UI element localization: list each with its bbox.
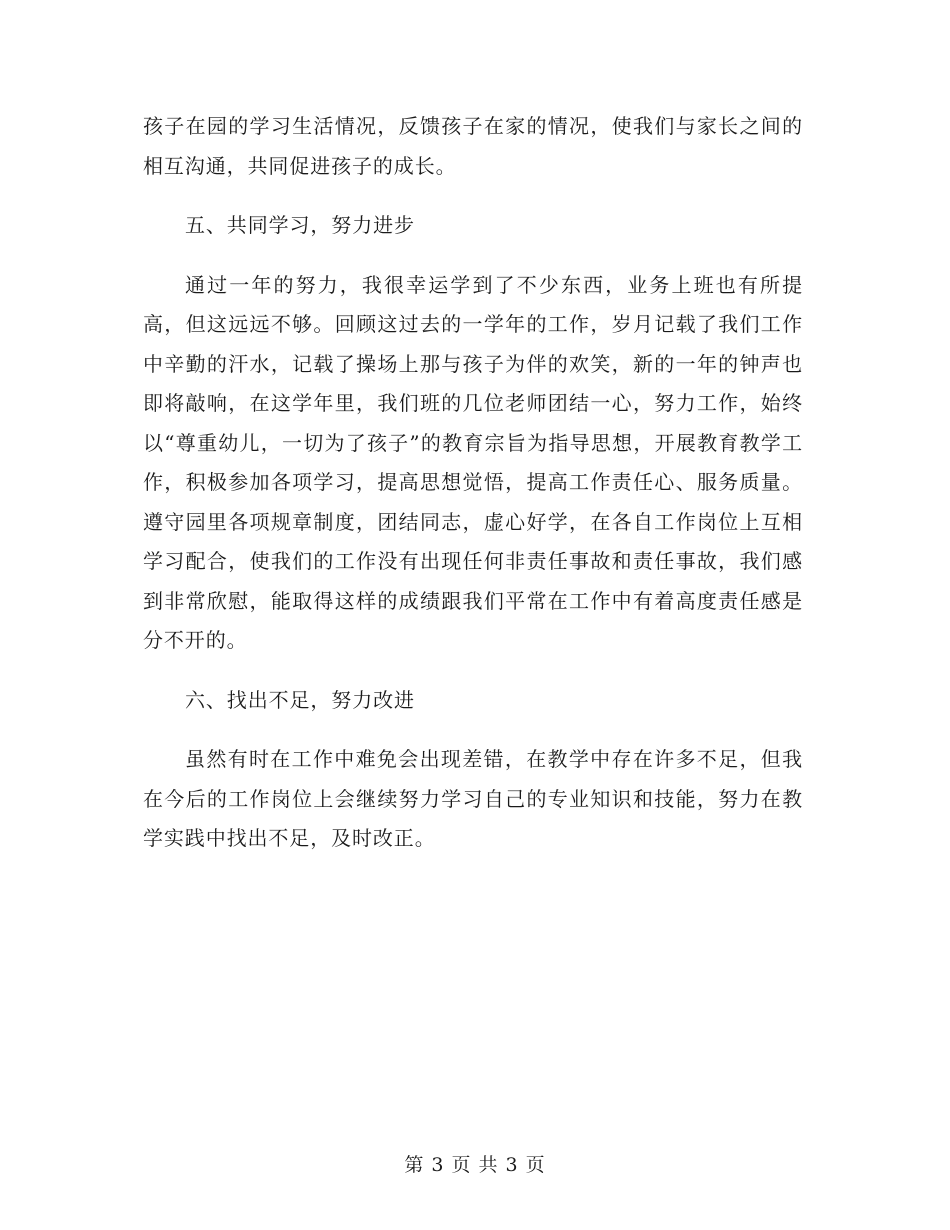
paragraph-study-progress: 通过一年的努力，我很幸运学到了不少东西，业务上班也有所提高，但这远远不够。回顾这过去的一学年的工作，岁月记载了我们工作中辛勤的汗水，记载了操场上那与孩子为伴的欢笑，新的一年的钟声也即将敲响，在这学年里，我们班的几位老师团结一心，努力工作，始终以“尊重幼儿，一切为了孩子”的教育宗旨为指导思想，开展教育教学工作，积极参加各项学习，提高思想觉悟，提高工作责任心、服务质量。遵守园里各项规章制度，团结同志，虚心好学，在各自工作岗位上互相学习配合，使我们的工作没有出现任何非责任事故和责任事故，我们感到非常欣慰，能取得这样的成绩跟我们平常在工作中有着高度责任感是分不开的。 <box>143 272 803 652</box>
paragraph-continuation: 孩子在园的学习生活情况，反馈孩子在家的情况，使我们与家长之间的相互沟通，共同促进孩子的成长。 <box>143 114 803 178</box>
section-heading-five: 五、共同学习，努力进步 <box>185 213 415 237</box>
section-heading-six: 六、找出不足，努力改进 <box>185 687 415 712</box>
page-number-footer: 第 3 页 共 3 页 <box>404 1154 546 1176</box>
document-body <box>143 107 803 859</box>
paragraph-improvement: 虽然有时在工作中难免会出现差错，在教学中存在许多不足，但我在今后的工作岗位上会继续努力学习自己的专业知识和技能，努力在教学实践中找出不足，及时改正。 <box>143 747 803 850</box>
